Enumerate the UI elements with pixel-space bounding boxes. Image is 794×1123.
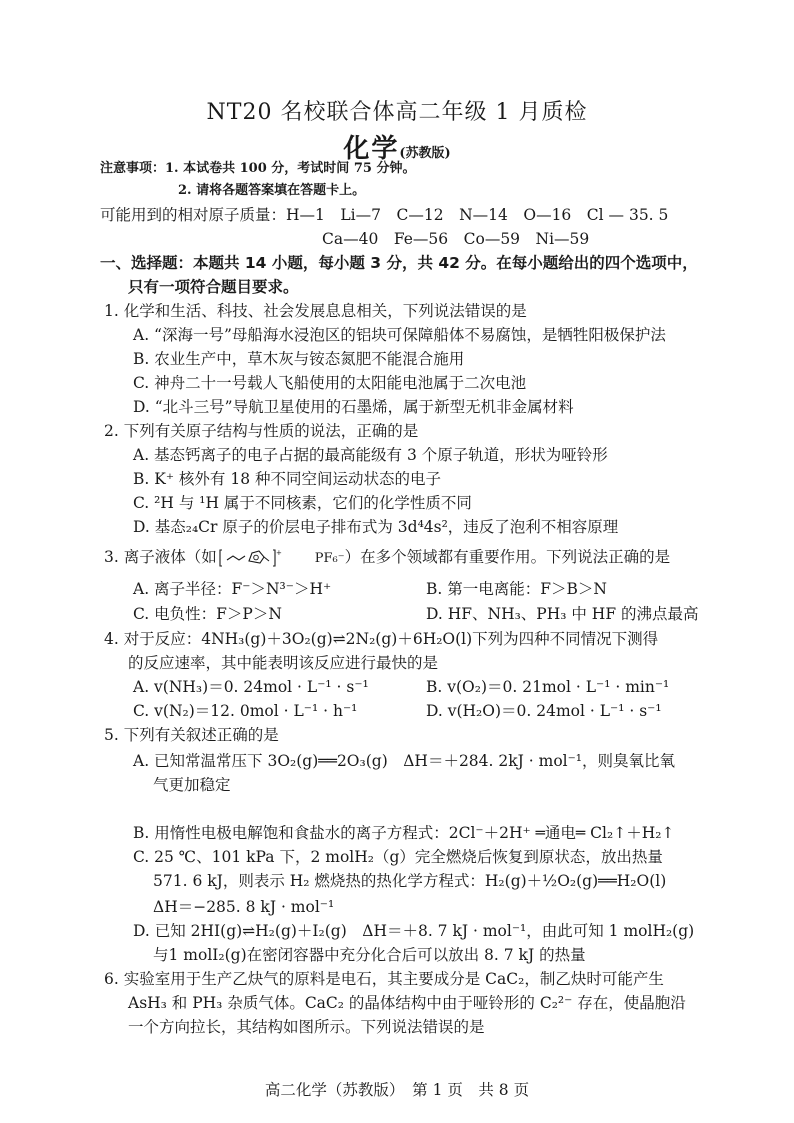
q3-stem-after: ）在多个领域都有重要作用。下列说法正确的是: [344, 548, 671, 566]
q3-stem: [104, 546, 670, 570]
q1-option-a: A. “深海一号”母船海水浸泡区的铝块可保障船体不易腐蚀，是牺牲阳极保护法: [133, 326, 666, 344]
q1-option-b: B. 农业生产中，草木灰与铵态氮肥不能混合施用: [133, 350, 465, 368]
q4-option-a: A. v(NH₃)＝0. 24mol · L⁻¹ · s⁻¹: [133, 678, 369, 696]
q4-stem-1: 4. 对于反应：4NH₃(g)＋3O₂(g)⇌2N₂(g)＋6H₂O(l)下列为四种不同情况下测得: [104, 630, 659, 648]
q1-stem: 1. 化学和生活、科技、社会发展息息相关，下列说法错误的是: [104, 302, 527, 320]
q3-option-d: D. HF、NH₃、PH₃ 中 HF 的沸点最高: [426, 605, 699, 623]
q5-option-d-line-2: 与1 molI₂(g)在密闭容器中充分化合后可以放出 8. 7 kJ 的热量: [153, 946, 586, 964]
svg-text:+: +: [275, 549, 282, 557]
q2-stem: 2. 下列有关原子结构与性质的说法，正确的是: [104, 422, 419, 440]
notes-line-1: [100, 158, 415, 180]
atomic-masses-line-1: 可能用到的相对原子质量：H—1 Li—7 C—12 N—14 O—16 Cl — 35. 5: [100, 206, 669, 224]
q2-option-c: C. ²H 与 ¹H 属于不同核素，它们的化学性质不同: [133, 494, 472, 512]
q6-line-2: AsH₃ 和 PH₃ 杂质气体。CaC₂ 的晶体结构中由于哑铃形的 C₂²⁻ 存在，使晶胞沿: [128, 994, 686, 1012]
page-footer: 高二化学（苏教版） 第 1 页 共 8 页: [264, 1081, 530, 1099]
edition-label: (苏教版): [399, 146, 451, 161]
q4-stem-2: 的反应速率，其中能表明该反应进行最快的是: [128, 654, 439, 672]
q5-option-c-line-3: ΔH＝−285. 8 kJ · mol⁻¹: [153, 898, 335, 916]
notes-item-1: 1. 本试卷共 100 分，考试时间 75 分钟。: [165, 161, 416, 176]
section-heading-line-2: 只有一项符合题目要求。: [128, 278, 299, 296]
q6-line-1: 6. 实验室用于生产乙炔气的原料是电石，其主要成分是 CaC₂，制乙炔时可能产生: [104, 970, 664, 988]
q1-option-d: D. “北斗三号”导航卫星使用的石墨烯，属于新型无机非金属材料: [133, 398, 574, 416]
q5-option-c-line-1: C. 25 ℃、101 kPa 下，2 molH₂（g）完全燃烧后恢复到原状态，放出热量: [133, 848, 663, 866]
q4-option-b: B. v(O₂)＝0. 21mol · L⁻¹ · min⁻¹: [426, 678, 670, 696]
atomic-masses-line-2: Ca—40 Fe—56 Co—59 Ni—59: [322, 230, 590, 248]
q3-option-b: B. 第一电离能：F＞B＞N: [426, 580, 607, 598]
q3-stem-before: 3. 离子液体（如: [104, 548, 217, 566]
q3-option-c: C. 电负性：F＞P＞N: [133, 605, 282, 623]
section-heading-line-1: 一、选择题：本题共 14 小题，每小题 3 分，共 42 分。在每小题给出的四个选项中，: [100, 254, 698, 272]
notes-label: 注意事项：: [100, 161, 166, 176]
subject-name: 化学: [343, 134, 400, 164]
q5-option-d-line-1: D. 已知 2HI(g)⇌H₂(g)＋I₂(g) ΔH＝＋8. 7 kJ · mol⁻¹，由此可知 1 molH₂(g): [133, 922, 695, 940]
exam-title: NT20 名校联合体高二年级 1 月质检: [206, 100, 588, 125]
notes-item-2: 2. 请将各题答案填在答题卡上。: [178, 183, 366, 198]
ionic-liquid-structure: [219, 549, 313, 567]
q4-option-d: D. v(H₂O)＝0. 24mol · L⁻¹ · s⁻¹: [426, 702, 662, 720]
q2-option-b: B. K⁺ 核外有 18 种不同空间运动状态的电子: [133, 470, 442, 488]
q5-option-b: B. 用惰性电极电解饱和食盐水的离子方程式：2Cl⁻＋2H⁺ ═通电═ Cl₂↑＋H₂↑: [133, 824, 675, 842]
q5-stem: 5. 下列有关叙述正确的是: [104, 726, 279, 744]
q1-option-c: C. 神舟二十一号载人飞船使用的太阳能电池属于二次电池: [133, 374, 527, 392]
q2-option-a: A. 基态钙离子的电子占据的最高能级有 3 个原子轨道，形状为哑铃形: [133, 446, 608, 464]
q5-option-a-line-1: A. 已知常温常压下 3O₂(g)══2O₃(g) ΔH＝＋284. 2kJ · mol⁻¹，则臭氧比氧: [133, 752, 676, 770]
q5-option-c-line-2: 571. 6 kJ，则表示 H₂ 燃烧热的热化学方程式：H₂(g)＋½O₂(g)══H₂O(l): [153, 872, 667, 890]
q4-option-c: C. v(N₂)＝12. 0mol · L⁻¹ · h⁻¹: [133, 702, 358, 720]
q5-option-a-line-2: 气更加稳定: [153, 776, 231, 794]
q3-option-a: A. 离子半径：F⁻＞N³⁻＞H⁺: [133, 580, 332, 598]
q2-option-d: D. 基态₂₄Cr 原子的价层电子排布式为 3d⁴4s²，违反了泡利不相容原理: [133, 518, 619, 536]
q3-anion: PF₆⁻: [314, 551, 345, 566]
q6-line-3: 一个方向拉长，其结构如图所示。下列说法错误的是: [128, 1018, 485, 1036]
